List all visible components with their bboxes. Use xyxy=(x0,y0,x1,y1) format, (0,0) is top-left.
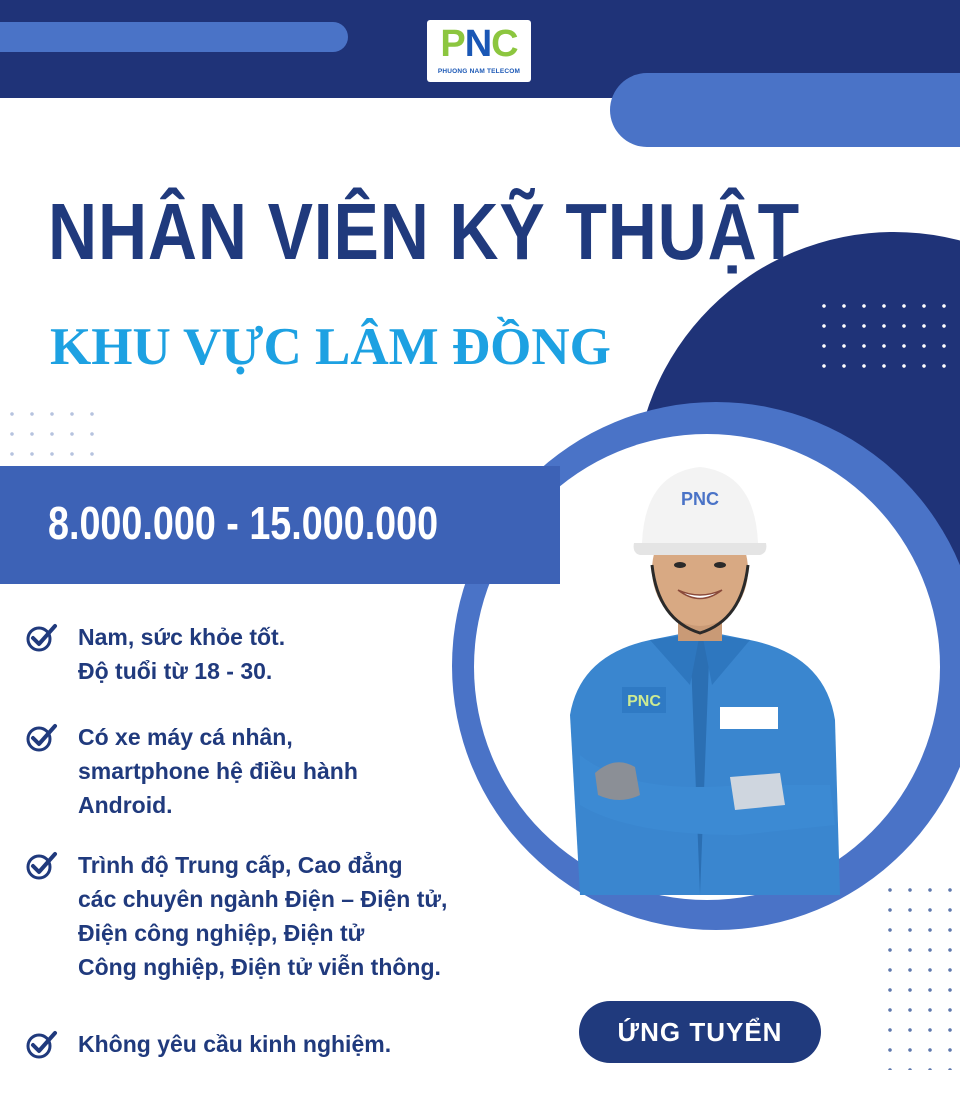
jacket-pnc-text: PNC xyxy=(627,693,661,710)
requirement-text: Android. xyxy=(78,792,173,818)
logo-letter-c: C xyxy=(491,23,518,65)
requirement-text: các chuyên ngành Điện – Điện tử, xyxy=(78,886,448,912)
page-subtitle: KHU VỰC LÂM ĐỒNG xyxy=(50,318,611,376)
check-circle-icon xyxy=(24,620,58,654)
logo-letter-p: P xyxy=(440,23,465,65)
requirement-text: Trình độ Trung cấp, Cao đẳng xyxy=(78,852,403,878)
requirement-text: Điện công nghiệp, Điện tử xyxy=(78,920,365,946)
logo-letter-n: N xyxy=(464,23,492,65)
apply-button[interactable]: ỨNG TUYỂN xyxy=(579,1001,821,1063)
requirement-text: Độ tuổi từ 18 - 30. xyxy=(78,658,273,684)
requirement-text: smartphone hệ điều hành xyxy=(78,758,358,784)
dot-pattern-bottom-right xyxy=(880,880,960,1070)
check-circle-icon xyxy=(24,1027,58,1061)
logo-subtitle: PHUONG NAM TELECOM xyxy=(437,68,521,75)
dot-pattern-right xyxy=(814,296,960,378)
top-right-pill xyxy=(610,73,960,147)
check-circle-icon xyxy=(24,848,58,882)
dot-pattern-left xyxy=(2,404,98,464)
technician-photo xyxy=(540,455,860,895)
page-title: NHÂN VIÊN KỸ THUẬT xyxy=(48,187,800,276)
requirement-text: Nam, sức khỏe tốt. xyxy=(78,624,286,650)
requirement-text: Không yêu cầu kinh nghiệm. xyxy=(78,1031,392,1057)
check-circle-icon xyxy=(24,720,58,754)
pnc-logo xyxy=(427,20,531,82)
helmet-logo-text: PNC xyxy=(680,489,720,509)
top-left-pill xyxy=(0,22,348,52)
requirement-text: Có xe máy cá nhân, xyxy=(78,724,293,750)
salary-range: 8.000.000 - 15.000.000 xyxy=(48,497,439,549)
requirement-text: Công nghiệp, Điện tử viễn thông. xyxy=(78,954,441,980)
